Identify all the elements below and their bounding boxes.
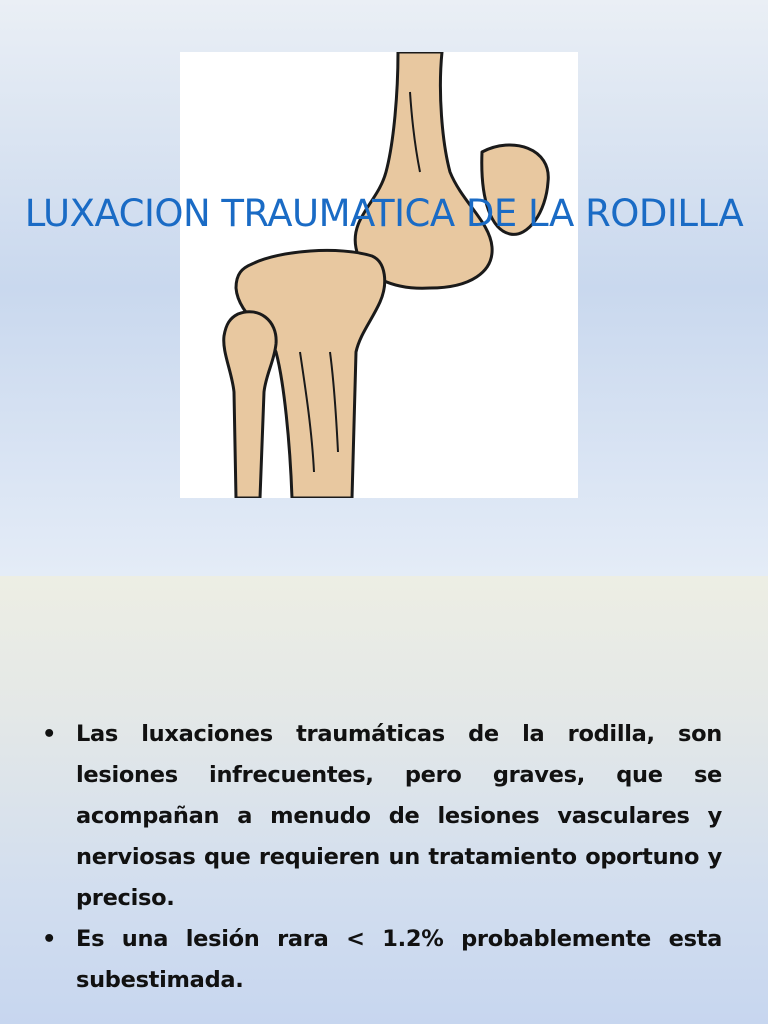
bullet-text: Las luxaciones traumáticas de la rodilla, son lesiones infrecuentes, pero graves, que se acompañan a menudo de lesiones vasculares y nerviosas que requieren un tratamiento oportuno y preciso. bbox=[76, 721, 722, 911]
bullet-marker: • bbox=[42, 926, 57, 952]
bullet-marker: • bbox=[42, 721, 57, 747]
knee-joint-illustration bbox=[180, 52, 578, 498]
fibula-bone bbox=[224, 312, 276, 498]
bullet-item bbox=[40, 919, 722, 1001]
knee-bones-drawing bbox=[180, 52, 578, 498]
femur-bone bbox=[355, 52, 492, 288]
slide-title: LUXACION TRAUMATICA DE LA RODILLA bbox=[24, 192, 744, 235]
bullet-text: Es una lesión rara < 1.2% probablemente esta subestimada. bbox=[76, 926, 722, 993]
bullet-item bbox=[40, 714, 722, 919]
bullet-list bbox=[40, 714, 722, 1001]
